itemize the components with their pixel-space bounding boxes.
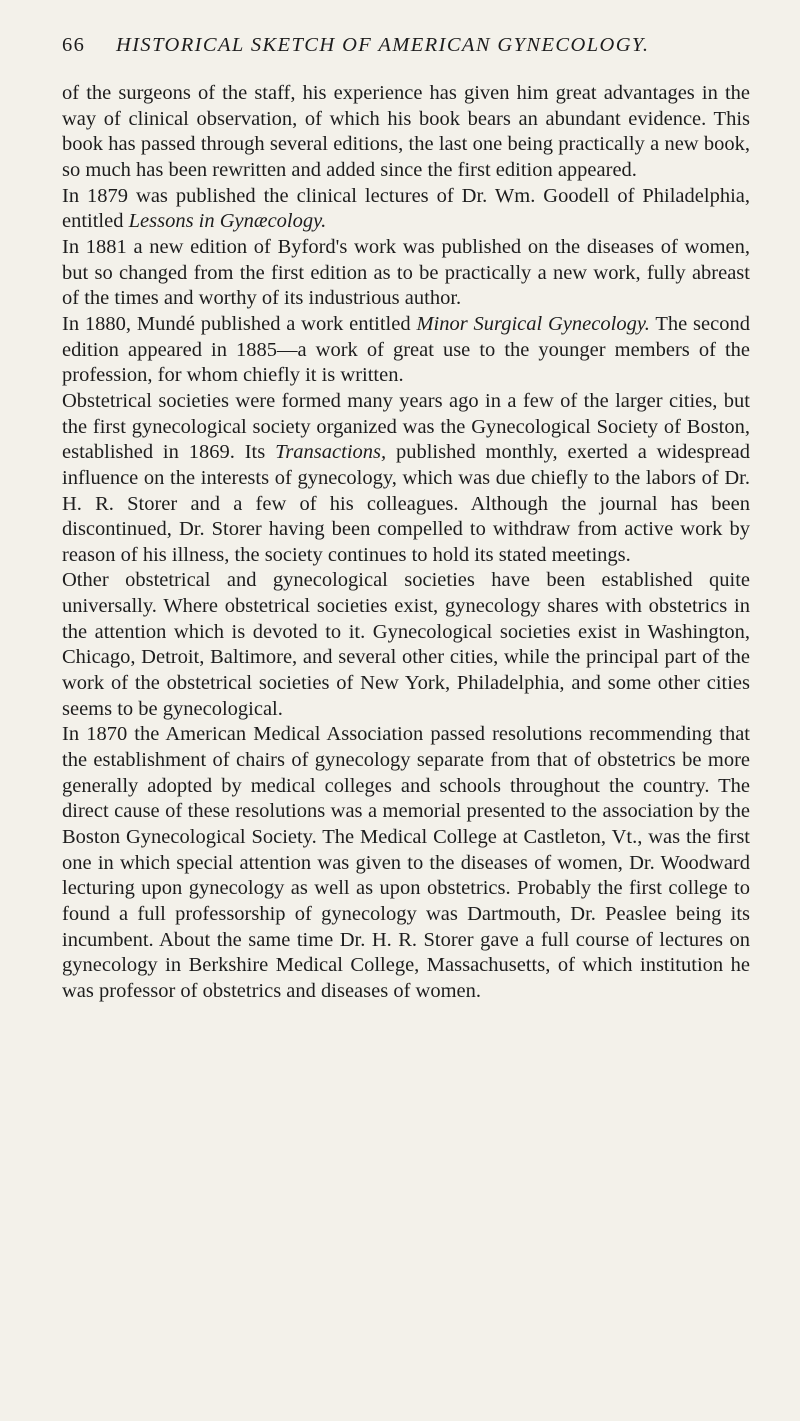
paragraph-text: Obstetrical societies were formed many years ago in a few of the larger cities, but the first gynecological society organized was the Gynecological Society of Boston, established in 1869. Its [62,389,750,464]
paragraph [62,722,750,1004]
book-title-italic: Minor Surgical Gynecology. [416,312,650,335]
paragraph-text: Other obstetrical and gynecological societies have been established quite universally. Where obstetrical societies exist, gynecology shares with obstetrics in the attention which is devoted to it. Gynecological societies exist in Washington, Chicago, Detroit, Baltimore, and several other cities, while the principal part of the work of the obstetrical societies of New York, Philadelphia, and some other cities seems to be gynecological. [62,569,750,720]
paragraph [62,184,750,235]
page-number: 66 [62,34,86,56]
paragraph-text: of the surgeons of the staff, his experience has given him great advantages in the way of clinical observation, of which his book bears an abundant evidence. This book has passed through several editions, the last one being practically a new book, so much has been rewritten and added since the first edition appeared. [62,82,750,181]
paragraph-text: In 1880, Mundé published a work entitled [62,312,417,335]
running-head [62,34,750,68]
paragraph [62,312,750,389]
paragraph [62,81,750,184]
paragraph [62,389,750,569]
book-page [62,34,750,1005]
paragraph-text: The second edition appeared in 1885—a work of great use to the younger members of the profession, for whom chiefly it is written. [62,312,750,387]
paragraph [62,235,750,312]
paragraph-text: In 1879 was published the clinical lectures of Dr. Wm. Goodell of Philadelphia, entitled [62,184,750,233]
journal-title-italic: Transactions, [275,441,387,464]
paragraph-text: published monthly, exerted a widespread influence on the interests of gynecology, which was due chiefly to the labors of Dr. H. R. Storer and a few of his colleagues. Although the journal has been discontinued, Dr. Storer having been compelled to withdraw from active work by reason of his illness, the society continues to hold its stated meetings. [62,441,750,566]
body-text [62,81,750,1005]
book-title-italic: Lessons in Gynæcology. [128,210,327,233]
paragraph [62,568,750,722]
paragraph-text: In 1870 the American Medical Association passed resolutions recommending that the establishment of chairs of gynecology separate from that of obstetrics be more generally adopted by medical colleges and schools throughout the country. The direct cause of these resolutions was a memorial presented to the association by the Boston Gynecological Society. The Medical College at Castleton, Vt., was the first one in which special attention was given to the diseases of women, Dr. Woodward lecturing upon gynecology as well as upon obstetrics. Probably the first college to found a full professorship of gynecology was Dartmouth, Dr. Peaslee being its incumbent. About the same time Dr. H. R. Storer gave a full course of lectures on gynecology in Berkshire Medical College, Massachusetts, of which institution he was professor of obstetrics and diseases of women. [62,723,750,1002]
running-title: HISTORICAL SKETCH OF AMERICAN GYNECOLOGY. [116,34,650,56]
paragraph-text: In 1881 a new edition of Byford's work was published on the diseases of women, but so changed from the first edition as to be practically a new work, fully abreast of the times and worthy of its industrious author. [62,235,750,310]
